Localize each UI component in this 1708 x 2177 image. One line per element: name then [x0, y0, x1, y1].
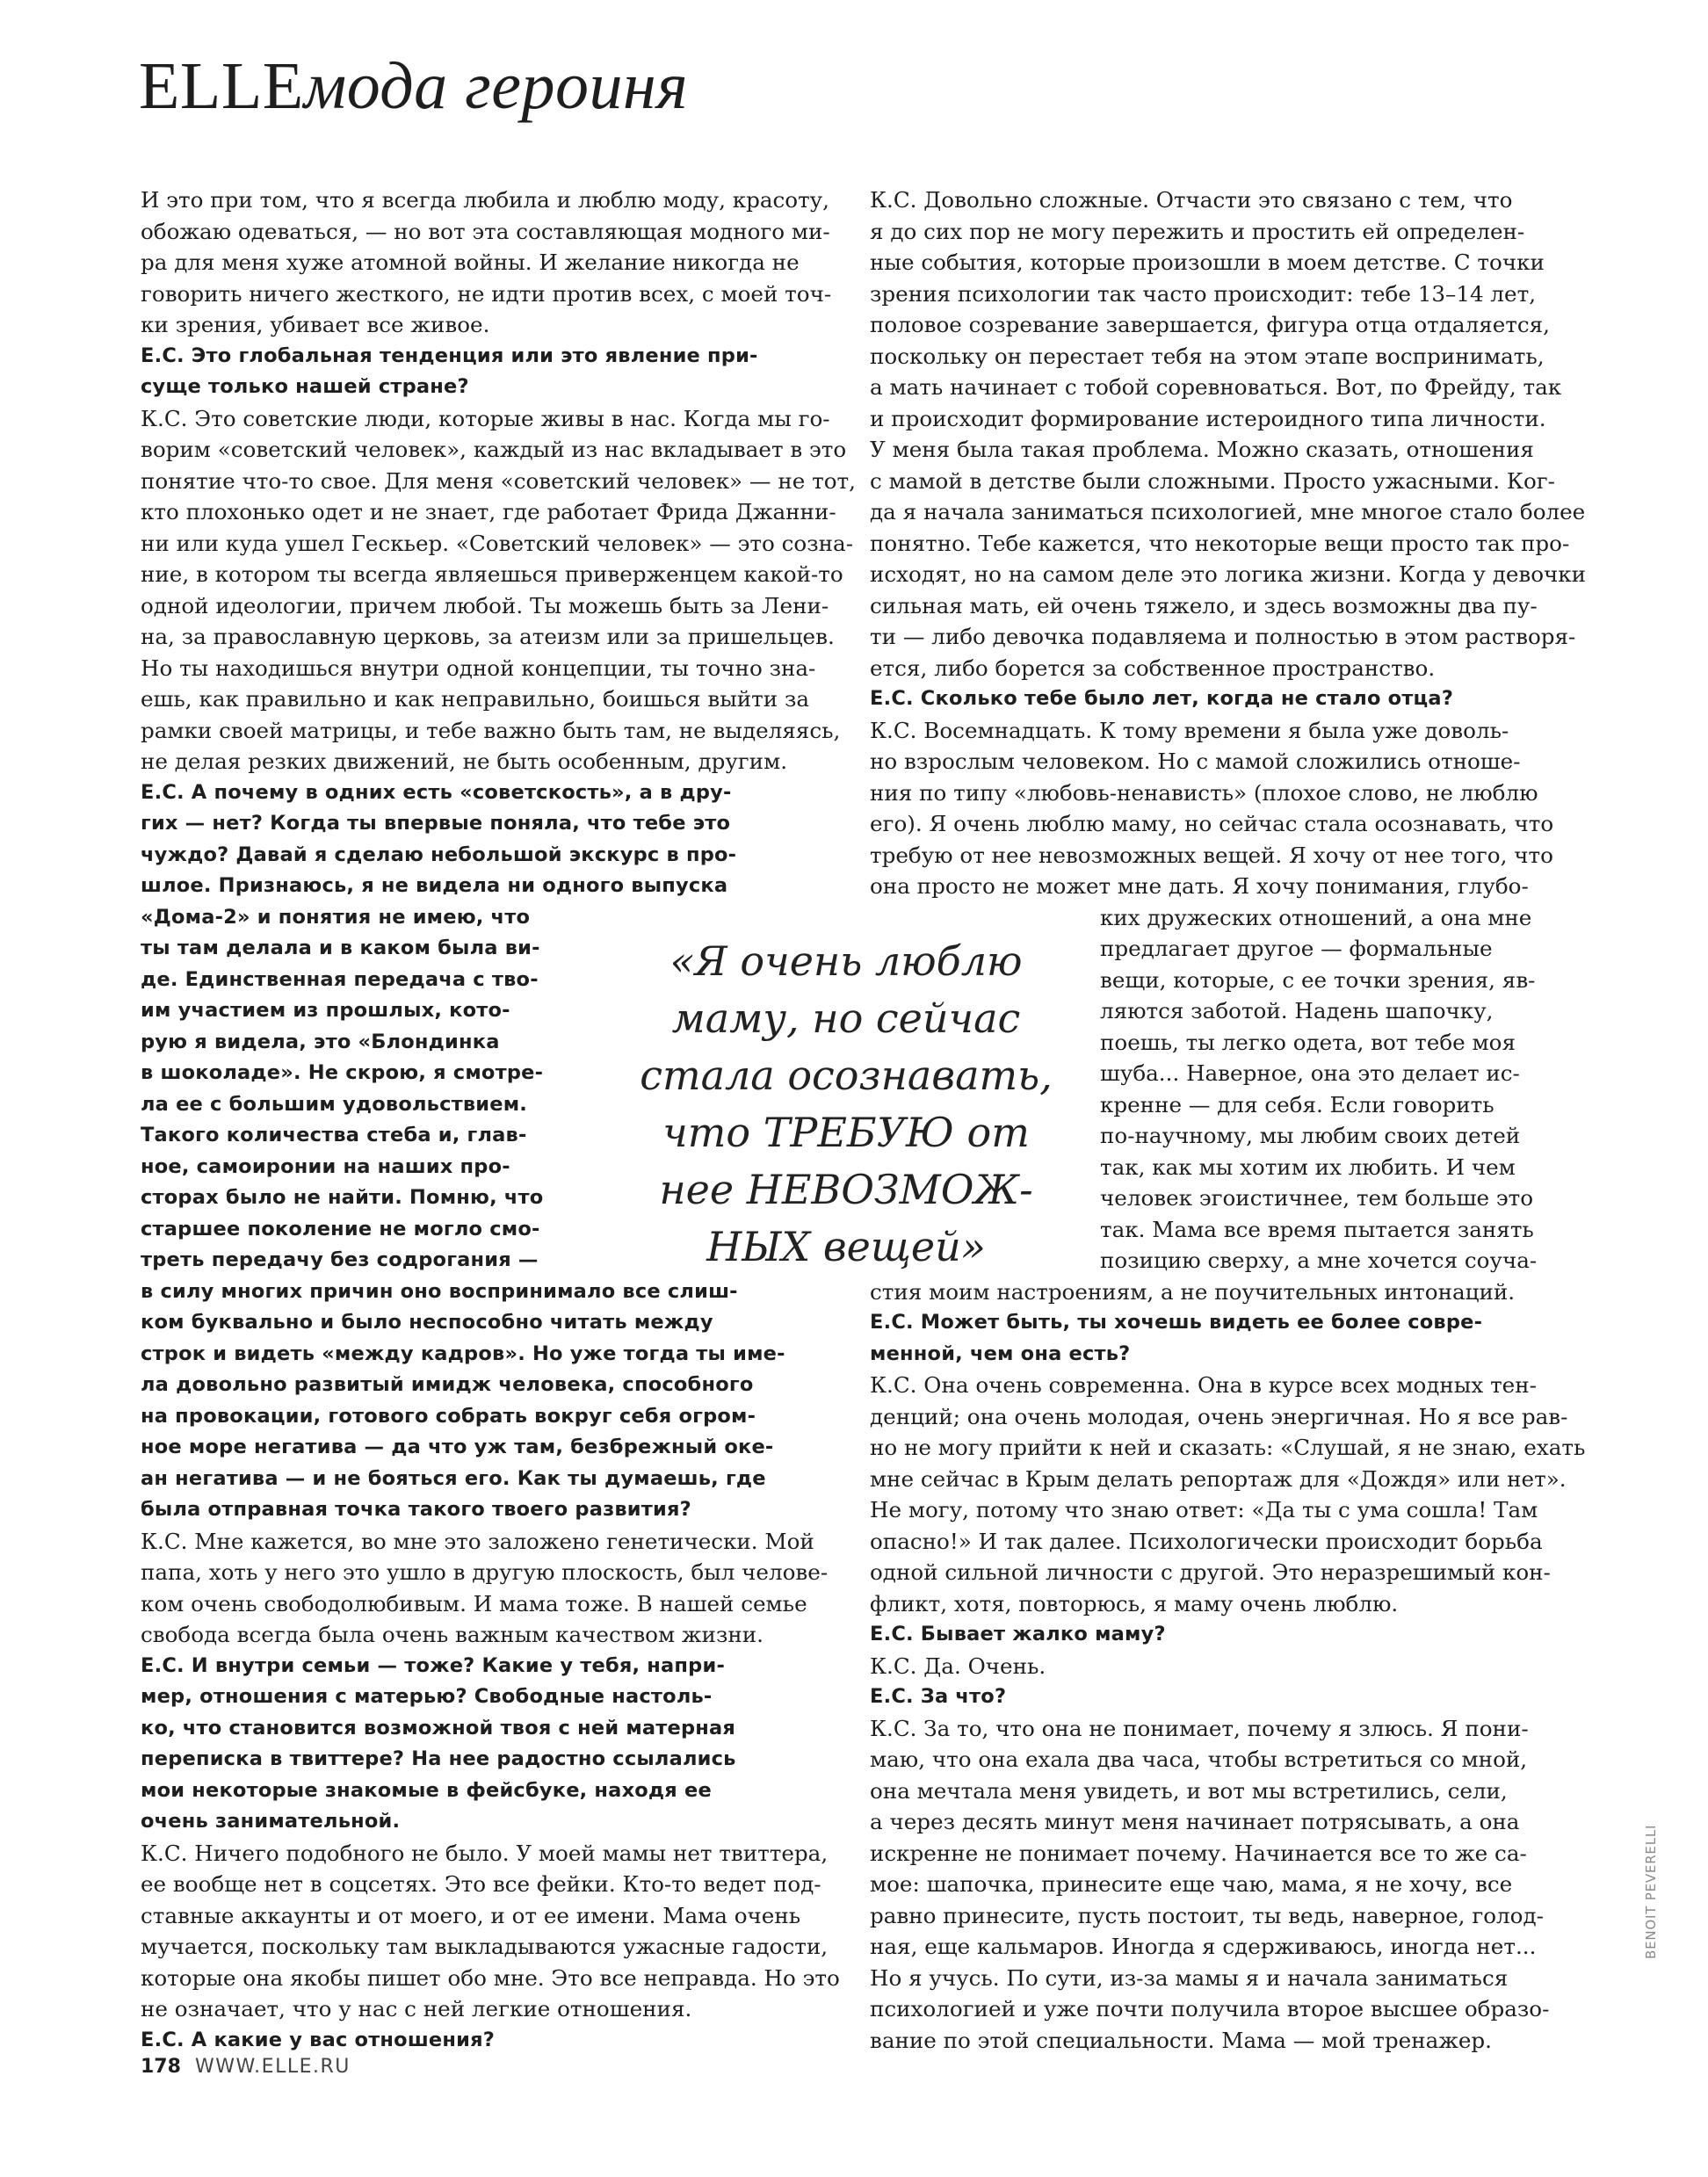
text-line: мои некоторые знакомые в фейсбуке, находя ее — [141, 1778, 712, 1802]
text-line: одной идеологии, причем любой. Ты можешь быть за Лени- — [141, 592, 829, 618]
text-line: фликт, хотя, повторюсь, я маму очень люблю. — [870, 1590, 1399, 1616]
text-line: суще только нашей стране? — [141, 375, 469, 398]
text-line: К.С. Мне кажется, во мне это заложено генетически. Мой — [141, 1528, 814, 1554]
text-line: в силу многих причин оно воспринимало все слиш- — [141, 1279, 738, 1303]
interviewer-question — [141, 341, 861, 403]
text-line: сторах было не найти. Помню, что — [141, 1186, 544, 1209]
text-line: ком буквально и было неспособно читать между — [141, 1311, 713, 1334]
text-line: И это при том, что я всегда любила и люблю моду, красоту, — [141, 187, 829, 213]
interviewee-answer — [141, 1526, 861, 1651]
interviewee-answer — [870, 1713, 1590, 2057]
text-line: папа, хоть у него это ушло в другую плоскость, был челове- — [141, 1559, 829, 1585]
text-line: искренне не понимает почему. Начинается все то же са- — [870, 1840, 1527, 1866]
text-line: кренне — для себя. Если говорить — [1100, 1091, 1494, 1117]
text-line: Не могу, потому что знаю ответ: «Да ты с ума сошла! Там — [870, 1497, 1538, 1522]
text-line: но не могу прийти к ней и сказать: «Слушай, я не знаю, ехать — [870, 1435, 1586, 1460]
text-line: Но ты находишься внутри одной концепции, ты точно зна- — [141, 655, 816, 681]
text-line: человек эгоистичнее, тем больше это — [1100, 1185, 1534, 1211]
text-line: позицию сверху, а мне хочется соуча- — [1100, 1248, 1538, 1273]
text-line: одной сильной личности с другой. Это неразрешимый кон- — [870, 1559, 1551, 1585]
text-line: ворим «советский человек», каждый из нас вкладывает в это — [141, 437, 847, 462]
text-line: маю, что она ехала два часа, чтобы встретиться со мной, — [870, 1747, 1528, 1772]
text-line: которые она якобы пишет обо мне. Это все неправда. Но это — [141, 1964, 840, 1991]
text-line: им участием из прошлых, кото- — [141, 999, 510, 1022]
text-line: его). Я очень люблю маму, но сейчас стала осознавать, что — [870, 811, 1554, 836]
text-line: ти — либо девочка подавляема и полностью в этом растворя- — [870, 624, 1576, 649]
text-line: да я начала заниматься психологией, мне многое стало более — [870, 499, 1586, 524]
pull-quote — [587, 933, 1105, 1276]
text-line: равно принесите, пусть постоит, ты ведь, наверное, голод- — [870, 1902, 1544, 1928]
text-line: К.С. За то, что она не понимает, почему я злюсь. Я пони- — [870, 1715, 1529, 1741]
interviewee-answer — [141, 184, 861, 341]
text-line: ее вообще нет в соцсетях. Это все фейки. Кто-то ведет под- — [141, 1871, 821, 1897]
text-line: Е.С. А какие у вас отношения? — [141, 2028, 495, 2051]
text-line: ное, самоиронии на наших про- — [141, 1154, 510, 1178]
text-line: в шоколаде». Не скрою, я смотре- — [141, 1061, 544, 1084]
text-line: К.С. Это советские люди, которые живы в нас. Когда мы го- — [141, 405, 830, 431]
text-line: с мамой в детстве были сложными. Просто ужасными. Ког- — [870, 467, 1555, 494]
text-line: Е.С. Бывает жалко маму? — [870, 1623, 1166, 1645]
text-line: была отправная точка такого твоего развития? — [141, 1498, 691, 1521]
text-line: свобода всегда была очень важным качеством жизни. — [141, 1622, 764, 1647]
text-line: Е.С. Может быть, ты хочешь видеть ее более совре- — [870, 1311, 1483, 1334]
text-line: Е.С. За что? — [870, 1685, 1007, 1708]
text-line: гих — нет? Когда ты впервые поняла, что тебе это — [141, 812, 731, 835]
interviewer-question — [870, 683, 1590, 715]
text-line: говорить ничего жесткого, не идти против всех, с моей точ- — [141, 280, 832, 307]
text-line: ан негатива — и не бояться его. Как ты думаешь, где — [141, 1466, 766, 1490]
text-line: Но я учусь. По сути, из-за мамы я и начала заниматься — [870, 1964, 1509, 1991]
text-line: ния по типу «любовь-ненависть» (плохое слово, не люблю — [870, 779, 1538, 806]
text-line: вание по этой специальности. Мама — мой тренажер. — [870, 2027, 1492, 2053]
text-line: по-научному, мы любим своих детей — [1100, 1123, 1521, 1148]
text-line: так, как мы хотим их любить. И чем — [1100, 1154, 1516, 1180]
text-line: она мечтала меня увидеть, и вот мы встретились, сели, — [870, 1777, 1508, 1804]
text-line: но взрослым человеком. Но с мамой сложились отноше- — [870, 749, 1521, 774]
text-line: не делая резких движений, не быть особенным, другим. — [141, 749, 788, 774]
text-line: она просто не может мне дать. Я хочу понимания, глубо- — [870, 873, 1529, 899]
text-line: К.С. Она очень современна. Она в курсе всех модных тен- — [870, 1372, 1537, 1398]
text-line: ких дружеских отношений, а она мне — [1100, 904, 1532, 930]
section-title: мода героиня — [303, 49, 689, 123]
text-line: ко, что становится возможной твоя с ней матерная — [141, 1716, 736, 1739]
site-url: WWW.ELLE.RU — [194, 2056, 351, 2078]
text-line: и происходит формирование истероидного типа личности. — [870, 405, 1546, 431]
pull-quote-line: «Я очень люблю — [669, 937, 1023, 985]
pull-quote-line: что ТРЕБУЮ от — [662, 1109, 1030, 1156]
text-line: исходят, но на самом деле это логика жизни. Когда у девочки — [870, 561, 1587, 587]
text-line: ком очень свободолюбивым. И мама тоже. В нашей семье — [141, 1590, 807, 1616]
masthead — [139, 49, 689, 123]
text-line: рамки своей матрицы, и тебе важно быть там, не выделяясь, — [141, 717, 841, 743]
photo-credit: BENOIT PEVERELLI — [1643, 1824, 1659, 1959]
text-line: ра для меня хуже атомной войны. И желание никогда не — [141, 250, 800, 275]
text-line: так. Мама все время пытается занять — [1100, 1216, 1534, 1242]
text-line: Е.С. Сколько тебе было лет, когда не стало отца? — [870, 687, 1454, 710]
text-line: денций; она очень молодая, очень энергичная. Но я все рав- — [870, 1403, 1568, 1429]
pull-quote-line: НЫХ вещей» — [706, 1223, 986, 1270]
text-line: менной, чем она есть? — [870, 1342, 1131, 1365]
text-line: «Дома-2» и понятия не имею, что — [141, 905, 531, 929]
pull-quote-line: маму, но сейчас — [671, 994, 1021, 1042]
text-line: ляются заботой. Надень шапочку, — [1100, 998, 1494, 1023]
text-line: на, за православную церковь, за атеизм или за пришельцев. — [141, 624, 835, 649]
interviewer-question — [870, 1682, 1590, 1713]
text-line: У меня была такая проблема. Можно сказать, отношения — [870, 437, 1534, 462]
text-line: Е.С. А почему в одних есть «советскость», а в дру- — [141, 780, 732, 804]
text-line: Такого количества стеба и, глав- — [141, 1124, 527, 1146]
text-line: Е.С. И внутри семьи — тоже? Какие у тебя, напри- — [141, 1653, 725, 1677]
interviewee-answer — [141, 1838, 861, 2025]
text-line: шуба... Наверное, она это делает ис- — [1100, 1060, 1520, 1086]
interviewer-question — [141, 1651, 861, 1838]
text-line: рую я видела, это «Блондинка — [141, 1030, 500, 1053]
text-line: ла довольно развитый имидж человека, способного — [141, 1373, 754, 1396]
text-line: предлагает другое — формальные — [1100, 936, 1493, 961]
interviewer-question — [870, 1307, 1590, 1370]
text-line: требую от нее невозможных вещей. Я хочу от нее того, что — [870, 842, 1553, 868]
text-line: поешь, ты легко одета, вот тебе моя — [1100, 1029, 1516, 1055]
text-line: К.С. Довольно сложные. Отчасти это связано с тем, что — [870, 187, 1513, 213]
text-line: ные события, которые произошли в моем детстве. С точки — [870, 250, 1545, 275]
interviewee-answer — [141, 403, 861, 778]
text-line: К.С. Да. Очень. — [870, 1653, 1046, 1679]
text-line: очень занимательной. — [141, 1810, 401, 1833]
text-line: зрения психологии так часто происходит: тебе 13–14 лет, — [870, 280, 1537, 307]
text-line: чуждо? Давай я сделаю небольшой экскурс в про- — [141, 843, 737, 866]
text-line: понятие что-то свое. Для меня «советский человек» — не тот, — [141, 467, 856, 494]
text-line: вещи, которые, с ее точки зрения, яв- — [1100, 966, 1536, 993]
magazine-brand: ELLE — [139, 49, 304, 123]
text-line: ная, еще кальмаров. Иногда я сдерживаюсь, иногда нет... — [870, 1934, 1537, 1959]
text-line: шлое. Признаюсь, я не видела ни одного выпуска — [141, 874, 728, 897]
text-line: старшее поколение не могло смо- — [141, 1217, 540, 1240]
text-line: мучается, поскольку там выкладываются ужасные гадости, — [141, 1934, 829, 1959]
text-line: треть передачу без содрогания — — [141, 1248, 539, 1271]
pull-quote-line: стала осознавать, — [640, 1052, 1053, 1099]
text-line: сильная мать, ей очень тяжело, и здесь возможны два пу- — [870, 592, 1538, 618]
text-line: ни или куда ушел Гескьер. «Советский человек» — это созна- — [141, 530, 854, 556]
text-line: на провокации, готового собрать вокруг себя огром- — [141, 1404, 756, 1428]
text-line: стия моим настроениям, а не поучительных интонаций. — [870, 1278, 1516, 1305]
text-line: ки зрения, убивает все живое. — [141, 312, 490, 337]
text-line: строк и видеть «между кадров». Но уже тогда ты име- — [141, 1342, 785, 1365]
text-line: К.С. Восемнадцать. К тому времени я была уже доволь- — [870, 717, 1509, 743]
text-line: кто плохонько одет и не знает, где работает Фрида Джанни- — [141, 499, 836, 524]
text-line: мне сейчас в Крым делать репортаж для «Дождя» или нет». — [870, 1465, 1567, 1492]
text-line: ется, либо борется за собственное пространство. — [870, 655, 1436, 681]
page-number: 178 — [141, 2056, 181, 2078]
text-line: я до сих пор не могу пережить и простить ей определен- — [870, 218, 1525, 244]
interviewee-answer — [870, 184, 1590, 683]
interviewee-answer — [870, 1370, 1590, 1619]
text-line: а мать начинает с тобой соревноваться. Вот, по Фрейду, так — [870, 374, 1562, 400]
text-line: ставные аккаунты и от моего, и от ее имени. Мама очень — [141, 1902, 801, 1928]
text-line: половое созревание завершается, фигура отца отдаляется, — [870, 312, 1550, 337]
text-line: поскольку он перестает тебя на этом этапе воспринимать, — [870, 343, 1545, 369]
text-line: де. Единственная передача с тво- — [141, 967, 539, 991]
text-line: Е.С. Это глобальная тенденция или это явление при- — [141, 344, 758, 367]
text-line: ние, в котором ты всегда являешься приверженцем какой-то — [141, 561, 843, 587]
text-line: ное море негатива — да что уж там, безбрежный оке- — [141, 1436, 774, 1458]
text-line: а через десять минут меня начинает потрясывать, а она — [870, 1809, 1520, 1834]
interviewee-answer — [870, 1651, 1590, 1682]
text-line: переписка в твиттере? На нее радостно ссылались — [141, 1747, 736, 1770]
text-line: мое: шапочка, принесите еще чаю, мама, я не хочу, все — [870, 1871, 1513, 1897]
text-line: опасно!» И так далее. Психологически происходит борьба — [870, 1528, 1543, 1554]
text-line: ешь, как правильно и как неправильно, боишься выйти за — [141, 686, 810, 712]
text-line: ты там делала и в каком была ви- — [141, 937, 540, 959]
text-line: обожаю одеваться, — но вот эта составляющая модного ми- — [141, 218, 830, 244]
interviewer-question — [870, 1619, 1590, 1651]
text-line: мер, отношения с матерью? Свободные настоль- — [141, 1685, 713, 1708]
text-line: ла ее с большим удовольствием. — [141, 1092, 528, 1116]
text-line: К.С. Ничего подобного не было. У моей мамы нет твиттера, — [141, 1840, 829, 1866]
text-line: не означает, что у нас с ней легкие отношения. — [141, 1996, 692, 2022]
pull-quote-line: нее НЕВОЗМОЖ- — [659, 1166, 1033, 1213]
page-footer — [141, 2056, 351, 2078]
text-line: психологией и уже почти получила второе высшее образо- — [870, 1996, 1550, 2022]
interviewer-question — [141, 2025, 861, 2057]
text-line: понятно. Тебе кажется, что некоторые вещи просто так про- — [870, 530, 1570, 556]
